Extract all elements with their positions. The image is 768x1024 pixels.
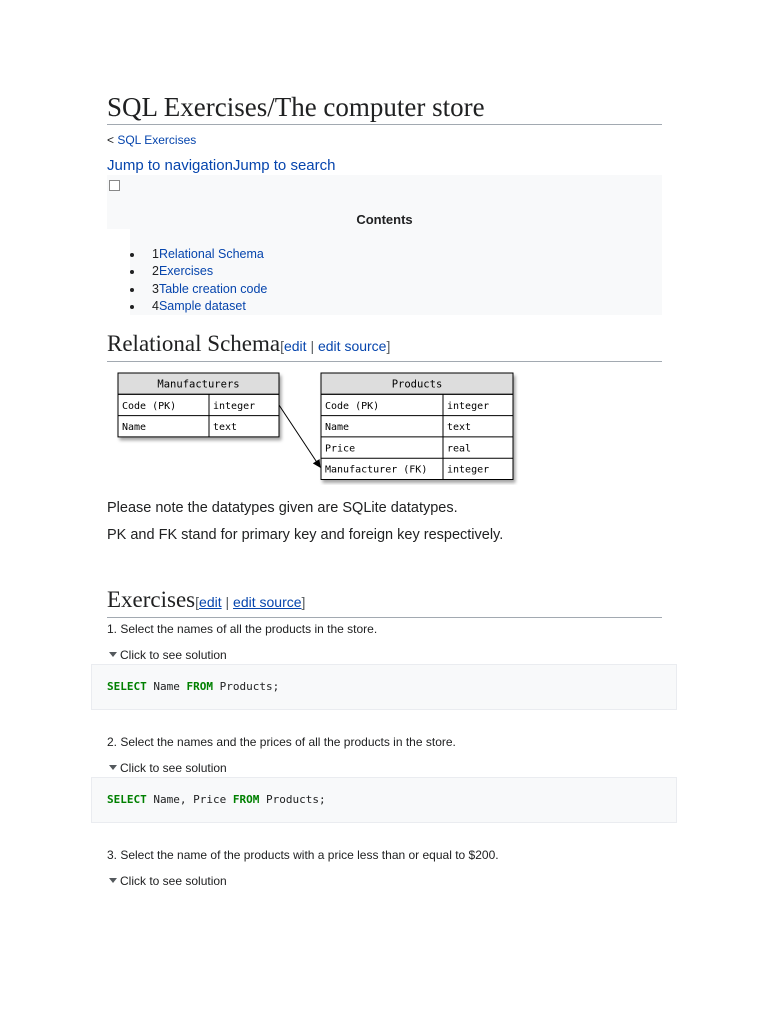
schema-cell-type: text (447, 422, 472, 434)
edit-separator: | (306, 338, 318, 354)
exercise-question: 1. Select the names of all the products in the store. (107, 622, 378, 636)
edit-link[interactable]: edit (283, 338, 307, 354)
jump-to-search-link[interactable]: Jump to search (232, 157, 336, 174)
toc-toggle-checkbox[interactable] (109, 180, 120, 191)
schema-table-title: Products (391, 378, 443, 391)
edit-bracket-open: [ (195, 594, 200, 610)
toc-title: Contents (356, 212, 413, 227)
toc-gutter (107, 229, 130, 315)
breadcrumb (107, 133, 196, 147)
edit-bracket-close: ] (301, 594, 306, 610)
sql-text: Products; (259, 793, 326, 806)
sql-keyword: FROM (232, 793, 260, 806)
solution-toggle-label: Click to see solution (120, 874, 227, 888)
toc-item-number: 1 (152, 247, 159, 261)
section-title: Relational Schema (107, 331, 281, 356)
sql-text: Name, Price (146, 793, 233, 806)
page-title: SQL Exercises/The computer store (107, 91, 662, 125)
solution-toggle-label: Click to see solution (120, 648, 227, 662)
toc-item-link[interactable]: Sample dataset (158, 298, 246, 313)
section-heading-relational-schema (107, 330, 662, 362)
section-title: Exercises (107, 587, 196, 612)
edit-bracket-open: [ (280, 338, 284, 354)
triangle-down-icon (109, 765, 117, 770)
toc-item-number: 4 (152, 298, 159, 313)
toc-item-number: 3 (152, 281, 159, 296)
solution-code-block (91, 777, 677, 823)
solution-toggle[interactable] (109, 761, 227, 775)
schema-cell-field: Name (122, 422, 147, 434)
sql-keyword: SELECT (107, 793, 147, 806)
edit-link[interactable]: edit (199, 594, 222, 610)
back-link-sql-exercises[interactable]: SQL Exercises (117, 133, 197, 147)
solution-toggle-label: Click to see solution (120, 761, 227, 775)
schema-note-datatypes: Please note the datatypes given are SQLite datatypes. (107, 500, 458, 516)
toc-item[interactable] (130, 281, 267, 298)
sql-keyword: FROM (186, 680, 213, 693)
edit-links (195, 594, 305, 610)
schema-cell-field: Code (PK) (325, 400, 380, 412)
schema-cell-field: Code (PK) (122, 400, 177, 412)
edit-links (280, 338, 390, 354)
toc-item-number: 2 (152, 264, 159, 279)
sql-text: Name (146, 680, 187, 693)
toc-item[interactable] (130, 246, 267, 263)
section-heading-exercises (107, 586, 662, 618)
sql-text: Products; (213, 680, 280, 693)
schema-cell-type: real (447, 443, 472, 455)
edit-bracket-close: ] (386, 338, 391, 354)
solution-code-block (91, 664, 677, 710)
breadcrumb-prefix: < (107, 133, 118, 147)
schema-cell-field: Name (325, 422, 350, 434)
schema-cell-type: integer (447, 400, 490, 412)
schema-cell-field: Price (325, 443, 356, 455)
jump-to-navigation-link[interactable]: Jump to navigation (107, 157, 233, 174)
triangle-down-icon (109, 878, 117, 883)
toc-item-link[interactable]: Relational Schema (158, 247, 264, 261)
schema-cell-type: text (213, 422, 238, 434)
exercise-question: 2. Select the names and the prices of all the products in the store. (107, 735, 456, 749)
schema-note-pk-fk: PK and FK stand for primary key and foreign key respectively. (107, 527, 504, 543)
triangle-down-icon (109, 652, 117, 657)
toc-item[interactable] (130, 263, 267, 280)
toc-item[interactable] (130, 298, 267, 315)
schema-table-title: Manufacturers (157, 378, 240, 391)
solution-toggle[interactable] (109, 648, 227, 662)
edit-source-link[interactable]: edit source (233, 594, 302, 610)
toc-list (130, 246, 267, 315)
edit-source-link[interactable]: edit source (317, 338, 387, 354)
relational-schema-diagram (107, 365, 527, 485)
toc-item-link[interactable]: Table creation code (158, 281, 268, 296)
schema-cell-type: integer (213, 400, 256, 412)
exercise-question: 3. Select the name of the products with a price less than or equal to $200. (107, 848, 499, 862)
edit-separator: | (221, 594, 234, 610)
foreign-key-arrow (279, 405, 320, 467)
schema-table-manufacturers (118, 373, 279, 437)
schema-cell-type: integer (447, 464, 490, 476)
toc-item-link[interactable]: Exercises (158, 264, 214, 279)
jump-links (107, 157, 335, 174)
sql-keyword: SELECT (107, 680, 147, 693)
schema-cell-field: Manufacturer (FK) (325, 464, 428, 476)
solution-toggle[interactable] (109, 874, 227, 888)
schema-table-products (321, 373, 513, 480)
